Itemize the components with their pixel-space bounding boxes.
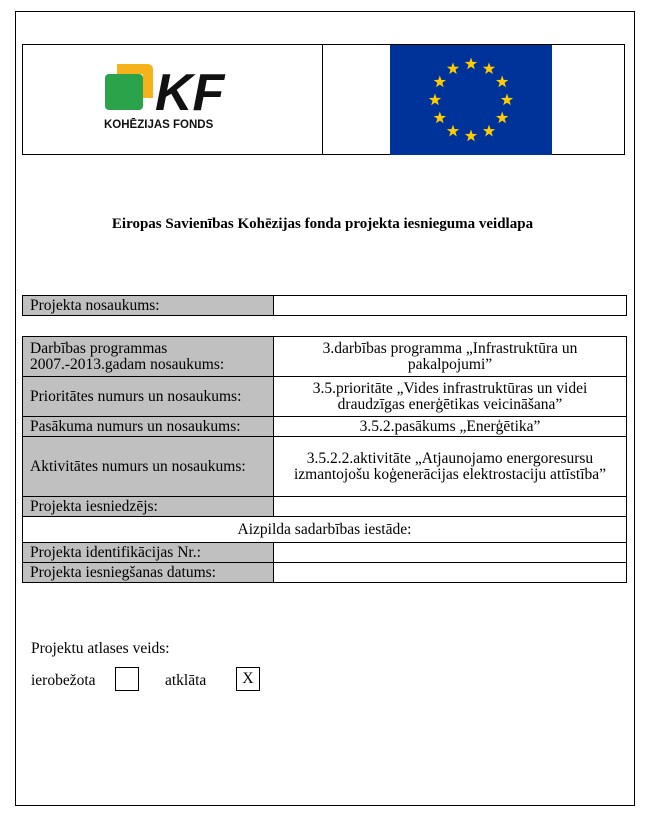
kf-logo-square	[105, 74, 143, 110]
activity-label: Aktivitātes numurs un nosaukums:	[23, 437, 274, 497]
admin-row	[23, 543, 627, 563]
admin-row	[23, 563, 627, 583]
submission-date-value[interactable]	[274, 563, 627, 583]
eu-flag-icon	[390, 45, 552, 155]
kf-logo-text: KF	[155, 64, 225, 122]
details-row	[23, 497, 627, 517]
kf-logo-subtitle: KOHĒZIJAS FONDS	[104, 119, 214, 131]
details-row	[23, 337, 627, 377]
project-id-label: Projekta identifikācijas Nr.:	[23, 543, 274, 563]
project-details-table	[22, 336, 627, 583]
option-open-label: atklāta	[165, 672, 207, 689]
program-label: Darbības programmas 2007.-2013.gadam nosaukums:	[23, 337, 274, 377]
details-row	[23, 417, 627, 437]
project-id-value[interactable]	[274, 543, 627, 563]
project-name-label: Projekta nosaukums:	[23, 296, 274, 316]
program-value: 3.darbības programma „Infrastruktūra un pakalpojumi”	[274, 337, 627, 377]
selection-type-title: Projektu atlases veids:	[31, 640, 170, 657]
eu-flag-cell	[323, 45, 624, 154]
details-row	[23, 437, 627, 497]
filled-by-heading: Aizpilda sadarbības iestāde:	[23, 517, 627, 543]
project-name-table	[22, 295, 627, 316]
option-limited-label: ierobežota	[31, 672, 96, 689]
project-name-row	[23, 296, 627, 316]
activity-value: 3.5.2.2.aktivitāte „Atjaunojamo energoresursu izmantojošu koģenerācijas elektrostaciju attīstība”	[274, 437, 627, 497]
project-name-value[interactable]	[274, 296, 627, 316]
option-open-checkbox[interactable]: X	[236, 667, 260, 691]
details-row	[23, 377, 627, 417]
document-title: Eiropas Savienības Kohēzijas fonda projekta iesnieguma veidlapa	[111, 216, 534, 232]
kf-logo-cell	[23, 45, 323, 154]
applicant-value[interactable]	[274, 497, 627, 517]
submission-date-label: Projekta iesniegšanas datums:	[23, 563, 274, 583]
logo-header	[22, 44, 625, 155]
priority-value: 3.5.prioritāte „Vides infrastruktūras un videi draudzīgas enerģētikas veicināšana”	[274, 377, 627, 417]
applicant-label: Projekta iesniedzējs:	[23, 497, 274, 517]
measure-value: 3.5.2.pasākums „Enerģētika”	[274, 417, 627, 437]
filled-by-row	[23, 517, 627, 543]
option-limited-checkbox[interactable]	[115, 667, 139, 691]
measure-label: Pasākuma numurs un nosaukums:	[23, 417, 274, 437]
kohezijas-fonds-logo	[101, 58, 251, 142]
priority-label: Prioritātes numurs un nosaukums:	[23, 377, 274, 417]
